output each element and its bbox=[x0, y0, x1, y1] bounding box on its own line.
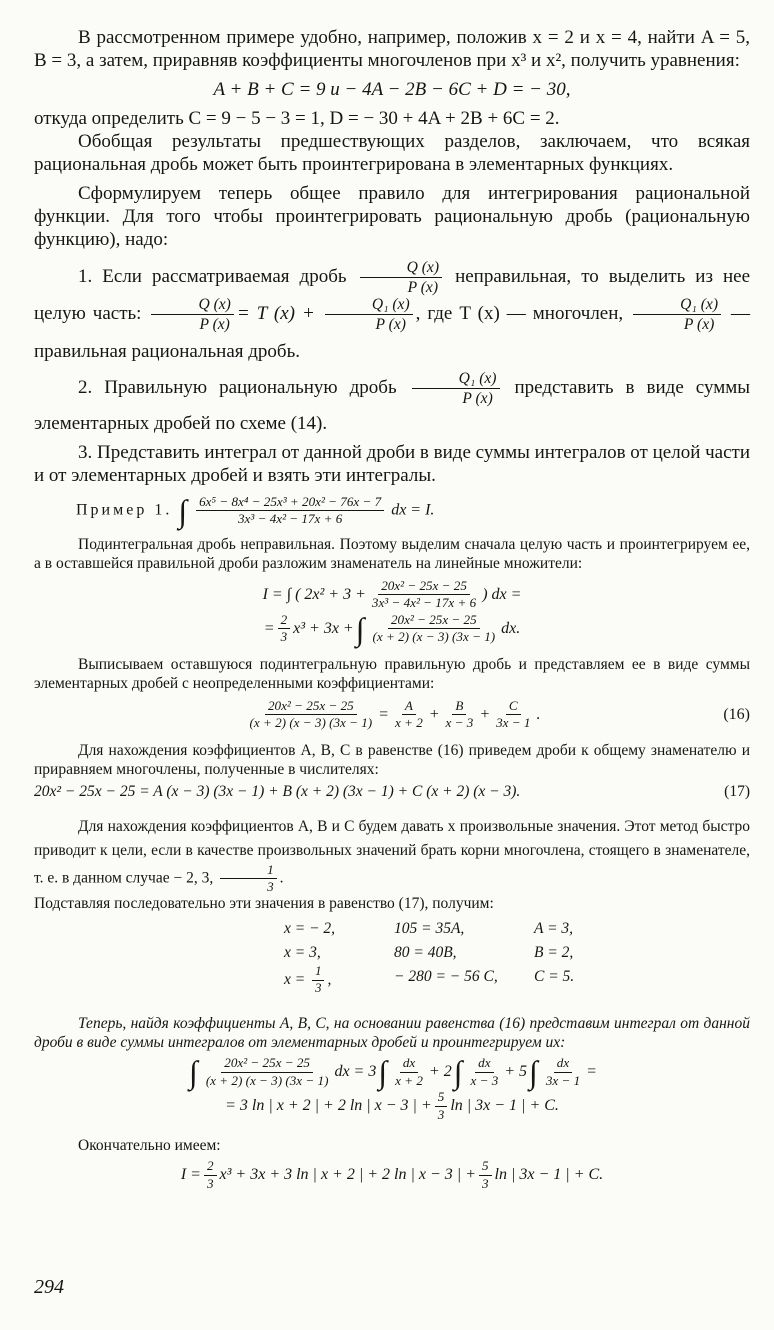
paragraph-final: Окончательно имеем: bbox=[78, 1137, 221, 1155]
paragraph-improper-fraction: Подинтегральная дробь неправильная. Поэтому выделим сначала целую часть и проинтегрируем ее, а в оставшейся правильной дроби разложим знаменатель на линейные множители: bbox=[34, 535, 750, 572]
equation-16: $\frac{\text{20x² − 25x − 25}}{(x + 2) (x - 3) (3x - 1)}$ = $\frac{A}{x + 2}$ + $\frac{B}{x - 3}$ + $\frac{C}{3x - 1}$ . (16) bbox=[249, 697, 750, 731]
paragraph-example-intro: В рассмотренном примере удобно, например, положив x = 2 и x = 4, найти A = 5, B = 3, а затем, приравняв коэффициенты многочленов при x³ и x², получить уравнения: bbox=[34, 27, 750, 71]
paragraph-general-rule: Сформулируем теперь общее правило для интегрирования рациональной функции. Для того чтобы проинтегрировать рациональную дробь (рациональную функцию), надо: bbox=[34, 183, 750, 250]
coefficient-system: x = − 2, 105 = 35A, A = 3, x = 3, 80 = 40B, B = 2, x = $\frac{1}{3}$ , − 280 = − 56 C, C = 5. bbox=[284, 920, 575, 996]
paragraph-determine-cd: откуда определить C = 9 − 5 − 3 = 1, D = − 30 + 4A + 2B + 6C = 2. bbox=[34, 108, 560, 129]
page-number: 294 bbox=[34, 1276, 64, 1298]
equation-integral-decomposition: ∫ $\frac{\text{20x² − 25x − 25}}{(x + 2) (x - 3) (3x - 1)}$ dx = 3 ∫ $\frac{dx}{x + 2}$ + 2 ∫ $\frac{dx}{x - 3}$ + 5 ∫ $\frac{dx}{3x - 1}$ = bbox=[189, 1054, 597, 1091]
equation-17: 20x² − 25x − 25 = A (x − 3) (3x − 1) + B (x + 2) (3x − 1) + C (x + 2) (x − 3). (17) bbox=[34, 782, 750, 800]
paragraph-substitution: Подставляя последовательно эти значения в равенство (17), получим: bbox=[34, 895, 494, 913]
paragraph-conclusion: Обобщая результаты предшествующих разделов, заключаем, что всякая рациональная дробь может быть проинтегрирована в элементарных функциях. bbox=[34, 131, 750, 175]
rule-step-2: 2. Правильную рациональную дробь $\frac{\text{Q₁ (x)}}{P (x)}$ представить в виде суммы элементарных дробей по схеме (14). bbox=[34, 369, 751, 434]
paragraph-common-denominator: Для нахождения коэффициентов A, B, C в равенстве (16) приведем дроби к общему знаменателю и приравняем многочлены, полученные в числителях: bbox=[34, 741, 750, 778]
equation-integral-result: = $\frac{2}{3}$ x³ + 3x + ∫ $\frac{\text{20x² − 25x − 25}}{(x + 2) (x - 3) (3x - 1)}$ dx. bbox=[263, 610, 521, 647]
equation-final-answer: I = $\frac{2}{3}$ x³ + 3x + 3 ln | x + 2 | + 2 ln | x − 3 | + $\frac{5}{3}$ ln | 3x − 1 | + C. bbox=[180, 1158, 604, 1191]
rule-step-1: 1. Если рассматриваемая дробь $\frac{Q (x)}{P (x)}$ неправильная, то выделить из нее целую часть: $\frac{Q (x)}{P (x)}$ = T (x) + $\frac{\text{Q₁ (x)}}{P (x)}$ , где T (x) — многочлен, $\frac{\text{Q₁ (x)}}{P (x)}$ — правильная рациональная дробь. bbox=[34, 259, 751, 362]
example-label: Пример 1. bbox=[76, 501, 173, 519]
equation-integral-split: I = ∫ ( 2x² + 3 + $\frac{\text{20x² − 25x − 25}}{\text{3x³ − 4x² − 17x + 6}}$ ) dx = bbox=[262, 577, 522, 611]
equation-number-17: (17) bbox=[724, 782, 750, 800]
equation-number-16: (16) bbox=[723, 705, 750, 723]
rule-step-3: 3. Представить интеграл от данной дроби в виде суммы интегралов от целой части и от элементарных дробей и взять эти интегралы. bbox=[34, 441, 751, 486]
paragraph-root-values: Для нахождения коэффициентов A, B и C будем давать x произвольные значения. Этот метод быстро приводит к цели, если в качестве произвольных значений брать корни многочлена, стоящего в знаменателе, т. е. в данном случае − 2, 3, $\frac{1}{3}$ . bbox=[34, 817, 750, 894]
paragraph-integrate-fractions: Теперь, найдя коэффициенты A, B, C, на основании равенства (16) представим интеграл от данной дроби в виде суммы интегралов от элементарных дробей и проинтегрируем их: bbox=[34, 1015, 750, 1052]
example-1-integral: Пример 1. ∫ $\frac{\text{6x⁵ − 8x⁴ − 25x³ + 20x² − 76x − 7}}{\text{3x³ − 4x² − 17x + 6}}$ dx = I. bbox=[76, 492, 435, 529]
equation-log-sum: = 3 ln | x + 2 | + 2 ln | x − 3 | + $\frac{5}{3}$ ln | 3x − 1 | + C. bbox=[225, 1089, 559, 1122]
equation-system-ad: A + B + C = 9 и − 4A − 2B − 6C + D = − 30, bbox=[213, 79, 571, 100]
paragraph-partial-fractions: Выписываем оставшуюся подинтегральную правильную дробь и представляем ее в виде суммы элементарных дробей с неопределенными коэффициентами: bbox=[34, 655, 750, 692]
